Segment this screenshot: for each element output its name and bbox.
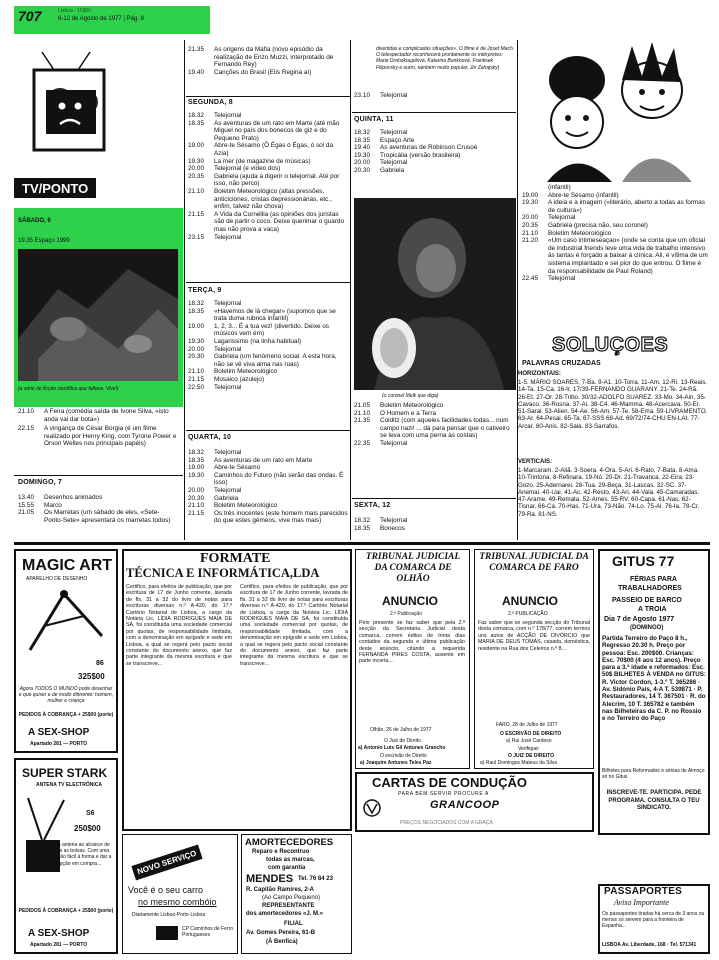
col4-list [522, 184, 708, 283]
program-description: Telejornal [380, 129, 408, 136]
list-item [522, 275, 708, 283]
passaportes-sub: Aviso Importante [614, 898, 669, 907]
program-description: Gabriela (um fenómeno social. A esta hora, não se vê viva alma nas ruas) [214, 353, 337, 368]
list-item [188, 142, 348, 157]
program-description: (infantil) [548, 184, 571, 191]
program-description: Telejornal [214, 233, 242, 241]
program-time: 21.20 [522, 237, 538, 245]
list-item [354, 159, 514, 167]
list-item [188, 353, 348, 368]
amortecedores-addr4: (À Benfica) [266, 939, 298, 945]
amortecedores-tel: Tel. 76 84 23 [298, 876, 333, 882]
program-time: 18.35 [188, 119, 204, 127]
program-time: 21.10 [522, 229, 538, 237]
program-time: 18.35 [354, 136, 370, 144]
novo-servico-cp: CP Caminhos de Ferro Portugueses [182, 926, 234, 939]
olhao-date: Olhão, 26 de Julho de 1977 [370, 727, 432, 733]
terca-day: TERÇA, 9 [188, 287, 222, 294]
list-item [354, 410, 514, 418]
solucoes-heading: SOLUÇOES [552, 334, 669, 356]
list-item [354, 525, 514, 533]
program-description: Colditz (com aqueles facilidades todas... num campo nazi! ... dá para pensar que o cativeiro se leva com uma perna às costas) [380, 417, 510, 440]
list-item [522, 222, 708, 230]
list-item [188, 158, 348, 166]
program-time: 18.32 [188, 449, 204, 456]
program-description: Tropicália (versão brasileira) [380, 151, 461, 159]
divider [186, 96, 350, 97]
program-time: 18.35 [188, 456, 204, 464]
gitus-l5: Dia 7 de Agosto 1977 [604, 616, 675, 623]
program-description: Telejornal [214, 300, 242, 307]
edition-line: Lisboa · 15$00 [58, 8, 92, 14]
magic-art-title: MAGIC ART [22, 557, 113, 574]
faro-title: TRIBUNAL JUDICIAL DA COMARCA DE FARO [479, 552, 589, 573]
list-item: 22.15 A vingança de César Borgia (é um filme realizado por Henry King, com Tyrone Power e Orson Welles nos principais papéis) [18, 425, 177, 448]
col3-top-text: divertidas e complicadas situações». O filme é de Josef Mach. O telespectador reconhecerá prontamente os intérpretes: Marie Drahokoupilová, Katarina Bunknová, Frantisek Filipovsky e outro, também muito popular, Jiri Zahajsky) [376, 46, 515, 71]
program-description: A Vida da Cornéllia (as opiniões dos juristas são de partir o coco. Deixe querimar o guardo mas não prova a vaca) [214, 210, 345, 233]
quarta-list [188, 449, 348, 525]
program-description: Telejornal (e vídeo dos) [214, 165, 281, 173]
program-description: «Um caso intimeseaçao» (onde se conta que um oficial de industrial friends leve uma vida de trabalho intensivo às tantas é forçado a baixar à clínica. Ali, é vítima de um sistema implantado e sei pior do que entrou. O filme é da responsabilidade de Paul Roland) [548, 237, 708, 275]
list-item [354, 440, 514, 448]
list-item [188, 234, 348, 242]
date-line: 6-12 de Agosto de 1977 | Pág. 8 [58, 16, 144, 22]
passaportes-title: PASSAPORTES [604, 886, 683, 897]
program-time: 21.10 [188, 502, 204, 510]
list-item [522, 237, 708, 275]
gitus-l2: TRABALHADORES [618, 585, 682, 592]
horizontais-text: 1-5. MÁRIO SOARES, 7-Ba. 9-A1. 10-Torra. 11-Am. 12-Ri. 13-Reais. 14-Ta. 15-Ca. 16-Ir. 17/39-FERNANDO GUARANY. 21-Te. 24-Rã. 26-Et. 27-Or. 28-Tribo. 30/32-ADOLFO SUAREZ. 33-Mo. 34-Ain. 35-Cavaco. 36-Rosna. 37-Ai. 38-C4. 46-Mamma. 48-Acercava. 50-Er. 51-Sarai. 53-Alien. 54-Ae. 56-Am. 57-Te. 58-Ema. 59-LIVRAMENTO. 63-Ar. 64-Pesai. 65-Ta. 67-SSS 68-Ad. 69/72/74-CHU EN-LAI. 77-Arcar. 80-Anis. 82-Sala. 83-Sarrafos. [518, 379, 708, 430]
faro-judge: O JUIZ DE DIREITO [508, 753, 555, 759]
list-item [522, 214, 708, 222]
space-1999-photo [18, 249, 178, 381]
cp-logo-icon [156, 926, 178, 940]
col2-top-list [188, 46, 348, 76]
list-item [188, 495, 348, 503]
program-description: Boletim Meteorológico [214, 502, 278, 510]
program-description: Abre-te Sésamo (infantil) [548, 191, 619, 199]
program-description: Telejornal [214, 112, 242, 119]
program-time: 19.30 [188, 337, 204, 345]
segunda-day: SEGUNDA, 8 [188, 99, 233, 106]
faro-anuncio: ANUNCIO [502, 594, 558, 608]
drawing-device-image [24, 586, 108, 656]
divider [186, 430, 350, 431]
gitus-l3: PASSEIO DE BARCO [612, 597, 682, 604]
gitus-title: GITUS 77 [612, 553, 675, 569]
gitus-l4: A TROIA [638, 606, 667, 613]
list-item: 21.35 As origens da Mafia (novo episódio da realização de Enzo Muzzi, interpretado de Fernando Rey) [188, 46, 334, 69]
olhao-judge: O Juiz de Direito [384, 738, 421, 744]
program-description: Gabriela (ajuda a digerir o telejornal. Até por isso, não perco) [214, 172, 340, 188]
list-item: 15.55 Marco [18, 501, 62, 509]
program-time: 18.32 [354, 129, 370, 136]
program-time: 18.32 [354, 517, 370, 524]
program-time: 21.10 [188, 368, 204, 376]
super-stark-code: S6 [86, 810, 95, 817]
gabriela-caption: (o coronel Melk que diga) [382, 393, 439, 399]
magic-art-order: PEDIDOS À COBRANÇA + 25$00 (porte) [18, 712, 114, 718]
faro-judge-name: a) Raul Domingos Mateus da Silva [480, 760, 557, 766]
amortecedores-rep2: dos amortecedores «J. M.» [246, 911, 324, 917]
novo-servico-line2: no mesmo combóio [138, 897, 217, 907]
list-item [188, 165, 348, 173]
tv-mascot-illustration [32, 50, 106, 170]
program-time: 21.10 [354, 409, 370, 417]
program-time: 22.35 [354, 439, 370, 447]
program-time: 20.00 [522, 214, 538, 222]
segunda-list [188, 112, 348, 241]
novo-servico-line1: Você é o seu carro [128, 885, 204, 895]
program-description: Os três inocentes (este homem mais parecidos do que estes gémeos, vive mas mais) [214, 509, 348, 525]
amortecedores-l2: todas as marcas, [266, 857, 315, 863]
list-item: 21.05 Os Marretas (um sábado de eles, «Sete-Ponto-Sete» apresentará os marretas todos) [18, 509, 171, 524]
list-item: 19.40 Canções do Brasil (Elis Regina aí) [188, 68, 312, 76]
program-time: 21.15 [188, 509, 204, 517]
program-description: Abre-te Sésamo [214, 464, 261, 472]
program-description: As aventuras de um rato em Marte [214, 456, 313, 464]
cartas-line: PARA BEM SERVIR PROCURE A [398, 791, 489, 797]
faro-verif: Verifiquei [518, 746, 539, 752]
list-item [354, 167, 514, 175]
program-time: 20.30 [188, 353, 204, 361]
horizontais-label: HORIZONTAIS: [518, 371, 561, 377]
program-description: Boletim Meteorológico [548, 229, 612, 237]
magic-art-blurb: Agora TODOS O MUNDO pode desenhar e que quiser e de modo diferente: homem, mulher e criança [18, 686, 114, 705]
formate-body-right: Certifico, para efeitos de publicação, que por escritura de 17 de Junho corrente, lavrada de fls. 31 a 32 do livro de notas para escrituras diversas n.º A-420, do 17.º Cartório Notarial de Lisboa, a cargo da Notária Lic. LÍDIA RODRIGUES MAIA DE SÁ, foi constituída uma sociedade comercial por quotas, de responsabilidade limitada, com a denominação em epígrafe e sede em Lisboa, a qual se regerá pelo pacto social constante do documento anexo, que faz parte integrante da mesma escritura e que se transcreve... [240, 584, 348, 667]
gitus-tail: Bilhetes para Reformados e sénias de Almoço só no Gitus [602, 768, 705, 781]
program-description: Telejornal [380, 517, 408, 524]
program-time: 20.35 [188, 172, 204, 180]
list-item [188, 346, 348, 354]
section-separator [14, 542, 710, 545]
list-item [188, 457, 348, 465]
magic-art-price: 325$00 [78, 672, 105, 681]
list-item [188, 323, 348, 338]
list-item [188, 120, 348, 143]
cartoon-illustration [522, 40, 708, 182]
program-description: Telejornal [380, 439, 408, 447]
program-time: 22.45 [522, 275, 538, 283]
program-time: 22.50 [188, 383, 204, 391]
olhao-clerk-name: a) Joaquim Antunes Teles Paz [360, 760, 432, 766]
super-stark-price: 250$00 [74, 824, 101, 833]
gitus-body: Partida Terreiro do Paço 8 h., Regresso 20.30 h. Preço por pessoa: Esc. 200$00. Crianças: Esc. 70$00 (4 aos 12 anos). Preço para a 3.ª idade e reformados: Esc. 50$ BILHETES À VENDA no GITUS: R. Victor Cordon, 1-3.º T. 365286 · Av. Sidónio Pais, 4-A T. 539871 · P. Restauradores, 14 T. 367501 · R. do Alecrim, 10 T. 365782 e também nas Bilheteiras da C. P. no Rossio e no Terreiro do Paço [602, 635, 706, 723]
passaportes-body: Os passaportes tiradas há cerca de 3 anos ou menos só servem para a fronteira de Espanha... [602, 911, 705, 930]
verticais-label: VERTICAIS: [518, 459, 553, 465]
program-time: 21.15 [188, 375, 204, 383]
program-description: Bonecos [380, 524, 405, 532]
sabado-day: SÁBADO, 6 [18, 218, 51, 224]
domingo-day: DOMINGO, 7 [18, 479, 63, 486]
list-item: 13.40 Desenhos animados [18, 494, 103, 501]
amortecedores-addr2: (Ao Campo Pequeno) [262, 895, 321, 901]
program-description: Telejornal [380, 159, 408, 167]
program-description: O Homem e a Terra [380, 409, 436, 417]
grancoop-logo-icon [362, 798, 382, 818]
list-item [188, 368, 348, 376]
program-description: Telejornal [214, 486, 242, 494]
program-description: A ideia e a imagem («literário, aberto a todas as formas de cultura») [548, 199, 706, 214]
page-logo: 707 [18, 8, 42, 24]
program-description: Boletim Meteorológico [214, 368, 278, 376]
palavras-cruzadas-heading: PALAVRAS CRUZADAS [522, 360, 601, 367]
program-description: Gabriela [214, 494, 239, 502]
program-description: 1, 2, 3... É a tua vez! (divertido. Deixe os músicos vem ém) [214, 322, 330, 338]
gabriela-photo [354, 198, 516, 390]
passaportes-addr: LISBOA Av. Liberdade, 168 · Tel. 571341 [602, 942, 697, 948]
list-item [354, 144, 514, 152]
verticais-text: 1-Marcaram. 2-Aliã. 3-Soera. 4-Ora. 5-Ari. 6-Rato. 7-Bata. 8-Ama. 10-Trintona. 8-Refinara. 19-Nó. 20-Dr. 21-Travanca. 22-Eira. 23-Gozo. 25-Adernarei. 28-Tua. 29-Beça. 31-Lascas. 32-SC. 37-Anemai. 40-Uai. 41-Ac. 42-Resto. 43-Ari. 44-Vala. 45-Camaradas. 47-Arame. 49-Remata. 52-Ames. 55-RV. 60-Capa. 61-Nas. 62-Tisnar. 66-Ca. 70-Has. 71-Ura. 73-Não. 74-Lo. 75-Al. 76-Ia. 78-Cr. 79-Ra. 81-NS. [518, 467, 700, 518]
program-time: 20.30 [354, 166, 370, 174]
divider [352, 498, 516, 499]
program-time: 18.32 [188, 300, 204, 307]
cartas-brand: GRANCOOP [430, 799, 500, 811]
list-item [354, 417, 514, 440]
list-item [522, 230, 708, 238]
magic-art-address: Apartado 281 — PORTO [30, 741, 88, 747]
program-time: 19.00 [188, 142, 204, 150]
program-time: 23.15 [188, 233, 204, 241]
amortecedores-rep: REPRESENTANTE [262, 903, 315, 909]
olhao-body: Pelo presente se faz saber que pela 2.ª secção da Secretaria Judicial desta comarca, correm éditos de trinta dias contados da segunda e última publicação deste anúncio, citando a requerida FERNANDA PIRES COSTA, ausente em parte incerta... [359, 620, 465, 665]
list-item [188, 464, 348, 472]
program-description: Telejornal [214, 383, 242, 391]
program-time: 21.15 [188, 210, 204, 218]
quinta-day: QUINTA, 11 [354, 116, 394, 123]
column-rule [184, 40, 185, 540]
formate-subtitle: TÉCNICA E INFORMÁTICA,LDA [126, 566, 320, 580]
program-time: 19.30 [522, 199, 538, 207]
olhao-anuncio: ANUNCIO [382, 594, 438, 608]
domingo-list [18, 494, 178, 524]
list-item [188, 308, 348, 323]
faro-body: Faz saber que se segunda secção do Tribunal desta comarca, com n.º 178/77, correm termos uns autos de ACÇÃO DE DIVÓRCIO que MARIA DE DEUS TOMÁS, casada, doméstica, residente na Rua dos Celeiros n.º 8... [478, 620, 590, 652]
list-item [522, 192, 708, 200]
program-time: 20.00 [354, 159, 370, 167]
olhao-pub: 2.ª Publicação [390, 611, 422, 617]
list-item [188, 300, 348, 308]
program-description: Espaço Arte [380, 136, 415, 144]
program-description: As aventuras de um rato em Marte (até mão Miguel no país dos bonecos de giz e do Pequeno Prato) [214, 119, 340, 142]
program-time: 20.30 [188, 494, 204, 502]
amortecedores-l3: com garantia [268, 865, 306, 871]
program-description: Caminhos do Futuro (não serão das ondas. É isso) [214, 471, 344, 487]
col3-top-item [354, 92, 514, 100]
quinta-list [354, 129, 514, 175]
list-item [354, 152, 514, 160]
divider [14, 475, 183, 476]
formate-body-left: Certifico, para efeitos de publicação, que por escritura de 17 de Junho corrente, lavrada de fls. 31 a 32 do livro de notas para escrituras diversas n.º A-420, do 17.º Cartório Notarial de Lisboa, a cargo da Notária Lic. LÍDIA RODRIGUES MAIA DE SÁ, foi constituída uma sociedade comercial por quotas, de responsabilidade limitada, com a denominação em epígrafe e sede em Lisboa, a qual se regerá pelo pacto social constante do documento anexo, que faz parte integrante da mesma escritura e que se transcreve... [126, 584, 232, 667]
amortecedores-title: AMORTECEDORES [245, 837, 334, 848]
list-item [522, 184, 708, 192]
program-description: Boletim Meteorológico (altas pressões, anticiclones, cristas depressionárias, etc., enfim, talvez não chova) [214, 187, 332, 211]
list-item [354, 129, 514, 137]
list-item [188, 338, 348, 346]
program-time: 21.35 [354, 417, 370, 425]
program-description: Abre-te Sésamo (Ô Égas ó Égas, ó sol da Azia) [214, 142, 333, 157]
list-item: 21.10 A Feira (comédia saída de Ivone Silva, «isto anda vai dar bota») [18, 408, 169, 423]
super-stark-subtitle: ANTENA TV ELECTRÓNICA [36, 782, 102, 788]
sabado-caption: (a série de ficção científica que faltava. Vive!) [18, 386, 119, 392]
program-time: 20.00 [188, 486, 204, 494]
list-item [188, 188, 348, 211]
super-stark-address: Apartado 281 — PORTO [30, 942, 88, 948]
list-item [188, 376, 348, 384]
tvponto-label: TV/PONTO [22, 181, 89, 196]
program-description: Gabriela (precisa não, seu coronel) [548, 221, 648, 229]
amortecedores-addr1: R. Capitão Ramires, 2-A [246, 887, 315, 893]
faro-pub: 2.ª PUBLICAÇÃO [508, 611, 548, 617]
gitus-l6: (DOMINGO) [630, 625, 664, 631]
divider [352, 112, 516, 113]
list-item: 23.10 Telejornal [354, 92, 408, 99]
program-time: 21.05 [354, 402, 370, 409]
super-stark-order: PEDIDOS À COBRANÇA + 25$00 (porte) [18, 908, 114, 914]
program-time: 18.35 [354, 524, 370, 532]
program-time: 19.40 [354, 144, 370, 152]
column-rule [350, 40, 351, 540]
program-time: 18.32 [188, 112, 204, 119]
cartas-title: CARTAS DE CONDUÇÃO [372, 775, 528, 790]
super-stark-blurb: Uma antena ao alcance de todas as bolsas. Com uma ligação fácil à forma e dar a recepção em compra... [50, 842, 112, 867]
program-description: Boletim Meteorológico [380, 402, 444, 409]
cartas-footer: PREÇOS NEGOCIADOS COM A GRAÇA [400, 820, 493, 826]
program-description: Telejornal [548, 214, 576, 222]
olhao-judge-name: a) Antonio Luis Gil Antunes Grancho [358, 745, 446, 751]
list-item [188, 449, 348, 457]
program-description: Lagarissimo (na linha habitual) [214, 337, 302, 345]
program-time: 19.30 [354, 151, 370, 159]
quarta-day: QUARTA, 10 [188, 434, 232, 441]
faro-date: FARO, 28 de Julho de 1977 [496, 722, 558, 728]
magic-art-subtitle: APARELHO DE DESENHO [26, 576, 88, 582]
formate-title: FORMATE [200, 551, 271, 566]
olhao-title: TRIBUNAL JUDICIAL DA COMARCA DE OLHÃO [365, 552, 461, 584]
sabado-list [18, 408, 178, 448]
program-description: Telejornal [548, 275, 576, 283]
super-stark-title: SUPER STARK [22, 766, 108, 780]
list-item [188, 502, 348, 510]
program-time: 19.00 [188, 464, 204, 472]
program-time: 21.10 [188, 187, 204, 195]
list-item [188, 472, 348, 487]
program-time: 19.00 [188, 322, 204, 330]
list-item [354, 517, 514, 525]
sabado-item-1: 19.35 Espaço 1999 [18, 238, 70, 244]
col3-list-2 [354, 402, 514, 448]
list-item [188, 510, 348, 525]
magic-art-code: 86 [96, 660, 104, 667]
program-description: As aventuras de Robinson Crusoé [380, 144, 478, 152]
program-description: Mosaico (azulejo) [214, 375, 265, 383]
list-item [188, 487, 348, 495]
program-description: Telejornal [214, 449, 242, 456]
list-item [188, 384, 348, 392]
divider [186, 282, 350, 283]
program-time: 20.00 [188, 165, 204, 173]
terca-list [188, 300, 348, 391]
novo-servico-line3: Diariamente Lisboa·Porto·Lisboa [132, 912, 206, 918]
sexta-day: SEXTA, 12 [354, 502, 391, 509]
program-time: 20.35 [522, 221, 538, 229]
amortecedores-name: MENDES [246, 873, 294, 885]
program-time [522, 184, 544, 192]
list-item [188, 173, 348, 188]
faro-clerk-name: a) Rui José Cardoso [506, 738, 552, 744]
list-item [188, 112, 348, 120]
list-item [522, 199, 708, 214]
program-description: La mer (de magazine de músicas) [214, 157, 311, 165]
novo-servico-badge: NOVO SERVIÇO [131, 845, 202, 881]
amortecedores-addr3: Av. Gomes Pereira, 61-B [246, 930, 316, 936]
program-description: Gabriela [380, 166, 405, 174]
list-item [354, 137, 514, 145]
program-time: 20.00 [188, 345, 204, 353]
program-description: Telejornal [214, 345, 242, 353]
gitus-l1: FÉRIAS PARA [630, 576, 677, 583]
program-time: 19.30 [188, 157, 204, 165]
program-time: 18.35 [188, 307, 204, 315]
amortecedores-filial: FILIAL [284, 921, 303, 927]
olhao-clerk: O escrivão de Direito [380, 753, 427, 759]
program-time: 19.30 [188, 471, 204, 479]
program-description: «Havemos de lá chegar» (supomos que se trata duma rubrica infantil) [214, 307, 336, 323]
faro-clerk: O ESCRIVÃO DE DIREITO [500, 731, 562, 737]
list-item [354, 402, 514, 410]
gitus-inscreve: INSCREVE-TE. PARTICIPA. PEDE PROGRAMA. CONSULTA O TEU SINDICATO. [606, 790, 702, 811]
magic-art-shop: A SEX-SHOP [28, 727, 90, 738]
sexta-list [354, 517, 514, 532]
super-stark-shop: A SEX-SHOP [28, 928, 90, 939]
list-item [188, 211, 348, 234]
program-time: 19.00 [522, 191, 538, 199]
amortecedores-l1: Reparo e Recontruo [252, 849, 310, 855]
